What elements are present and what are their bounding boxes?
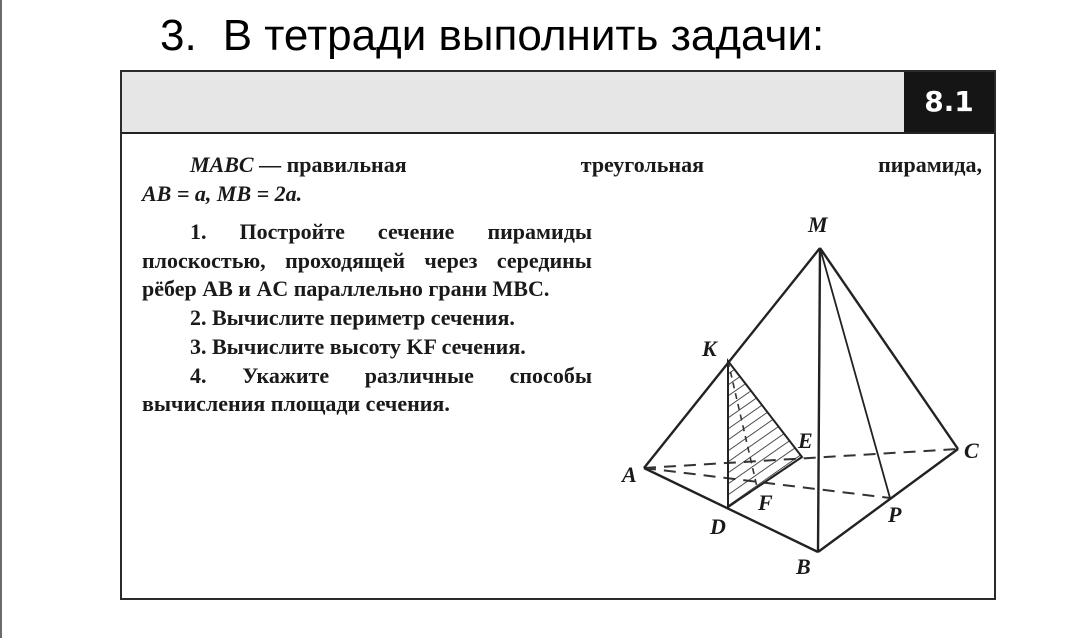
statement-line-1	[142, 150, 982, 179]
statement-line-2: AB = a, MB = 2a.	[142, 181, 303, 206]
label-F: F	[758, 490, 773, 515]
label-C: C	[964, 438, 979, 463]
task-item-2: 2. Вычислите периметр сечения.	[190, 305, 515, 331]
heading-text: В тетради выполнить задачи:	[222, 11, 825, 60]
label-M: M	[808, 212, 828, 237]
task-list	[142, 218, 592, 419]
label-B: B	[796, 554, 811, 579]
heading-number: 3.	[160, 11, 197, 60]
task-item-3: 3. Вычислите высоту KF сечения.	[190, 333, 526, 359]
edge-MB	[818, 248, 820, 552]
label-A: A	[622, 462, 637, 487]
label-E: E	[798, 428, 813, 453]
label-P: P	[888, 502, 902, 527]
statement-word: пирамида,	[878, 152, 982, 177]
problem-statement	[142, 150, 982, 208]
task-item-1: 1. Постройте сечение пирамиды плоскостью, проходящей через середины рёбер AB и AC параллельно грани MBC.	[142, 219, 592, 302]
card-header	[122, 72, 994, 134]
problem-card	[120, 70, 996, 600]
edge-MC	[820, 248, 958, 449]
statement-word: — правильная	[259, 152, 407, 177]
edge-BC	[818, 449, 958, 552]
pyramid-name: MABC	[190, 152, 254, 177]
segment-MP	[820, 248, 890, 498]
statement-word: треугольная	[580, 152, 704, 177]
label-K: K	[702, 336, 717, 361]
slide-heading	[160, 6, 824, 66]
page-left-border	[0, 0, 2, 638]
label-D: D	[710, 514, 726, 539]
pyramid-figure	[612, 202, 1002, 602]
problem-number-badge: 8.1	[904, 72, 994, 132]
task-item-4: 4. Укажите различные способы вычисления площади сечения.	[142, 362, 592, 417]
